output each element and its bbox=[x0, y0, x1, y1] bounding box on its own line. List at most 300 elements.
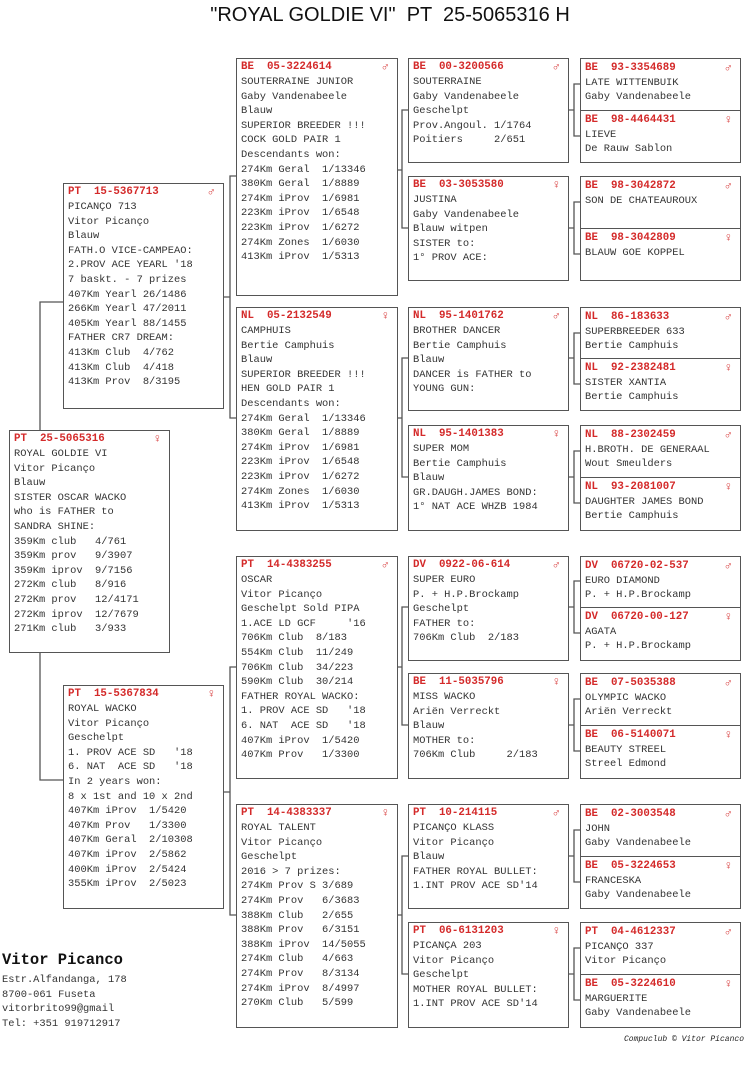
female-symbol-icon: ♀ bbox=[724, 113, 732, 127]
pigeon-card-g5-14[interactable] bbox=[580, 856, 741, 909]
ring-header bbox=[68, 185, 223, 200]
ring-number: 98-3042809 bbox=[610, 232, 676, 244]
pigeon-name: SON DE CHATEAUROUX bbox=[585, 195, 698, 207]
ring-header bbox=[585, 924, 740, 940]
pedigree-line: 413Km Club 4/418 bbox=[68, 361, 175, 374]
country-code: DV bbox=[585, 611, 598, 623]
breeder-name: Vitor Picanço bbox=[241, 588, 323, 601]
pedigree-line: 8 x 1st and 10 x 2nd bbox=[68, 790, 193, 803]
pigeon-card-g5-15[interactable] bbox=[580, 922, 741, 975]
pedigree-line: FATHER ROYAL WACKO: bbox=[241, 690, 360, 703]
breeder-name: Bertie Camphuis bbox=[241, 339, 335, 352]
pedigree-line: 706Km Club 2/183 bbox=[413, 749, 538, 762]
pedigree-line: 274Km Zones 1/6030 bbox=[241, 236, 360, 249]
country-code: PT bbox=[68, 688, 81, 700]
ring-header bbox=[585, 479, 740, 495]
breeder-name: Ariën Verreckt bbox=[585, 706, 673, 718]
pigeon-card-g5-11[interactable] bbox=[580, 673, 741, 726]
pigeon-name: CAMPHUIS bbox=[241, 325, 291, 337]
pedigree-line: 274Km iProv 1/6981 bbox=[241, 192, 360, 205]
pedigree-line: 1. PROV ACE SD '18 bbox=[68, 746, 193, 759]
male-symbol-icon: ♂ bbox=[552, 309, 560, 323]
country-code: BE bbox=[585, 232, 598, 244]
pedigree-line: 274Km Prov 6/3683 bbox=[241, 894, 360, 907]
pedigree-line: Blauw bbox=[413, 354, 445, 367]
country-code: NL bbox=[585, 429, 598, 441]
country-code: NL bbox=[413, 310, 426, 322]
pedigree-line: 270Km Club 5/599 bbox=[241, 997, 354, 1010]
pigeon-name: SISTER XANTIA bbox=[585, 377, 667, 389]
pigeon-card-sdd[interactable] bbox=[408, 425, 569, 531]
country-code: BE bbox=[413, 676, 426, 688]
breeder-name: P. + H.P.Brockamp bbox=[585, 589, 692, 601]
pedigree-line: Blauw bbox=[14, 477, 46, 490]
pedigree-line: Blauw bbox=[413, 851, 445, 864]
male-symbol-icon: ♂ bbox=[381, 60, 389, 74]
pigeon-name: BLAUW GOE KOPPEL bbox=[585, 247, 685, 259]
male-symbol-icon: ♂ bbox=[724, 179, 732, 193]
ring-number: 95-1401762 bbox=[438, 310, 504, 322]
pedigree-line: GR.DAUGH.JAMES BOND: bbox=[413, 486, 538, 499]
breeder-name: Gaby Vandenabeele bbox=[585, 91, 692, 103]
ring-header bbox=[585, 675, 740, 691]
pedigree-line: 223Km iProv 1/6272 bbox=[241, 221, 360, 234]
ring-header bbox=[413, 924, 568, 939]
ring-header bbox=[413, 309, 568, 324]
country-code: NL bbox=[241, 310, 254, 322]
pigeon-name: SOUTERRAINE bbox=[413, 76, 482, 88]
pedigree-line: Geschelpt bbox=[68, 732, 125, 745]
ring-header bbox=[241, 309, 397, 324]
pigeon-card-dsd[interactable] bbox=[408, 673, 569, 779]
female-symbol-icon: ♀ bbox=[381, 309, 389, 323]
pedigree-line: 388Km Club 2/655 bbox=[241, 909, 354, 922]
ring-number: 92-2382481 bbox=[610, 362, 676, 374]
country-code: BE bbox=[413, 179, 426, 191]
pigeon-name: LIEVE bbox=[585, 129, 617, 141]
pedigree-line: 405Km Yearl 88/1455 bbox=[68, 317, 187, 330]
pigeon-card-g5-16[interactable] bbox=[580, 974, 741, 1028]
ring-header bbox=[585, 309, 740, 325]
pedigree-line: 274Km iProv 8/4997 bbox=[241, 982, 360, 995]
pedigree-line: 706Km Club 34/223 bbox=[241, 661, 354, 674]
breeder-name: Vitor Picanço bbox=[241, 836, 323, 849]
ring-header bbox=[585, 727, 740, 743]
ring-number: 02-3003548 bbox=[610, 808, 676, 820]
pedigree-line: 274Km Club 4/663 bbox=[241, 953, 354, 966]
pedigree-line: 407Km iProv 2/5862 bbox=[68, 848, 187, 861]
ring-number: 86-183633 bbox=[610, 311, 670, 323]
pedigree-line: Geschelpt bbox=[413, 603, 470, 616]
pedigree-line: HEN GOLD PAIR 1 bbox=[241, 383, 335, 396]
breeder-contact bbox=[2, 951, 127, 1031]
pedigree-line: 413Km iProv 1/5313 bbox=[241, 251, 360, 264]
pedigree-line: 359Km club 4/761 bbox=[14, 535, 127, 548]
pigeon-card-g5-3[interactable] bbox=[580, 176, 741, 229]
ring-header bbox=[413, 558, 568, 573]
pedigree-line: 223Km iProv 1/6548 bbox=[241, 207, 360, 220]
breeder-name: Ariën Verreckt bbox=[413, 705, 501, 718]
pedigree-line: 6. NAT ACE SD '18 bbox=[68, 761, 193, 774]
pigeon-name: JOHN bbox=[585, 823, 610, 835]
ring-header bbox=[585, 858, 740, 874]
country-code: NL bbox=[585, 481, 598, 493]
pedigree-line: 266Km Yearl 47/2011 bbox=[68, 303, 187, 316]
pigeon-name: SOUTERRAINE JUNIOR bbox=[241, 76, 354, 88]
breeder-name: Vitor Picanço bbox=[585, 955, 667, 967]
pedigree-line: 272Km club 8/916 bbox=[14, 579, 127, 592]
ring-header bbox=[413, 178, 568, 193]
pedigree-line: 274Km iProv 1/6981 bbox=[241, 441, 360, 454]
pigeon-card-sss[interactable] bbox=[408, 58, 569, 163]
ring-header bbox=[14, 432, 169, 447]
female-symbol-icon: ♀ bbox=[552, 924, 560, 938]
pedigree-line: SISTER OSCAR WACKO bbox=[14, 491, 127, 504]
ring-number: 15-5367834 bbox=[93, 688, 159, 700]
pedigree-line: 272Km iprov 12/7679 bbox=[14, 608, 139, 621]
ring-number: 25-5065316 bbox=[39, 433, 105, 445]
pedigree-line: 274Km Geral 1/13346 bbox=[241, 412, 366, 425]
address-line: Estr.Alfandanga, 178 bbox=[2, 974, 127, 986]
pedigree-line: 706Km Club 2/183 bbox=[413, 632, 520, 645]
ring-number: 05-3224653 bbox=[610, 860, 676, 872]
pedigree-line: who is FATHER to bbox=[14, 506, 114, 519]
pedigree-line: 1° PROV ACE: bbox=[413, 252, 488, 265]
pigeon-name: PICANÇO 337 bbox=[585, 941, 654, 953]
pedigree-line: 1.ACE LD GCF '16 bbox=[241, 617, 366, 630]
ring-header bbox=[585, 60, 740, 76]
pedigree-line: 413Km Prov 8/3195 bbox=[68, 376, 181, 389]
breeder-name: Gaby Vandenabeele bbox=[413, 90, 520, 103]
country-code: BE bbox=[413, 61, 426, 73]
pedigree-line: 274Km Geral 1/13346 bbox=[241, 163, 366, 176]
pedigree-line: Blauw bbox=[241, 354, 273, 367]
pigeon-name: FRANCESKA bbox=[585, 875, 642, 887]
country-code: BE bbox=[585, 180, 598, 192]
pedigree-line: Geschelpt bbox=[241, 851, 298, 864]
ring-header bbox=[585, 976, 740, 992]
pigeon-card-ddd[interactable] bbox=[408, 922, 569, 1028]
pedigree-line: 223Km iProv 1/6272 bbox=[241, 470, 360, 483]
male-symbol-icon: ♂ bbox=[724, 428, 732, 442]
pigeon-card-g5-8[interactable] bbox=[580, 477, 741, 531]
country-code: BE bbox=[241, 61, 254, 73]
pedigree-line: FATH.O VICE-CAMPEAO: bbox=[68, 244, 193, 257]
pedigree-line: 590Km Club 30/214 bbox=[241, 676, 354, 689]
ring-header bbox=[241, 806, 397, 821]
ring-header bbox=[585, 360, 740, 376]
breeder-name: Vitor Picanço bbox=[14, 462, 96, 475]
ring-number: 06720-00-127 bbox=[610, 611, 689, 623]
pedigree-line: Prov.Angoul. 1/1764 bbox=[413, 119, 532, 132]
female-symbol-icon: ♀ bbox=[153, 432, 161, 446]
pedigree-line: YOUNG GUN: bbox=[413, 383, 476, 396]
breeder-name: Bertie Camphuis bbox=[413, 457, 507, 470]
pigeon-name: BROTHER DANCER bbox=[413, 325, 501, 337]
pedigree-line: 1.INT PROV ACE SD'14 bbox=[413, 880, 538, 893]
pigeon-card-g5-12[interactable] bbox=[580, 725, 741, 779]
female-symbol-icon: ♀ bbox=[724, 977, 732, 991]
country-code: DV bbox=[585, 560, 598, 572]
male-symbol-icon: ♂ bbox=[724, 559, 732, 573]
pigeon-card-g5-2[interactable] bbox=[580, 110, 741, 163]
breeder-name: De Rauw Sablon bbox=[585, 143, 673, 155]
male-symbol-icon: ♂ bbox=[724, 676, 732, 690]
ring-number: 06-6131203 bbox=[438, 925, 504, 937]
pedigree-line: SUPERIOR BREEDER !!! bbox=[241, 119, 366, 132]
female-symbol-icon: ♀ bbox=[724, 361, 732, 375]
ring-header bbox=[585, 806, 740, 822]
pigeon-name: SUPER MOM bbox=[413, 443, 470, 455]
male-symbol-icon: ♂ bbox=[552, 806, 560, 820]
pigeon-name: OLYMPIC WACKO bbox=[585, 692, 667, 704]
ring-number: 14-4383255 bbox=[266, 559, 332, 571]
pedigree-line: 6. NAT ACE SD '18 bbox=[241, 719, 366, 732]
pedigree-line: 2016 > 7 prizes: bbox=[241, 865, 341, 878]
pigeon-card-g5-10[interactable] bbox=[580, 607, 741, 661]
pedigree-line: FATHER to: bbox=[413, 617, 476, 630]
pedigree-line: FATHER ROYAL BULLET: bbox=[413, 865, 538, 878]
pigeon-card-sds[interactable] bbox=[408, 307, 569, 411]
pedigree-line: 407Km Geral 2/10308 bbox=[68, 834, 193, 847]
pigeon-card-g5-7[interactable] bbox=[580, 425, 741, 478]
pedigree-line: Blauw bbox=[413, 720, 445, 733]
breeder-name: Vitor Picanço bbox=[413, 836, 495, 849]
pigeon-card-g5-5[interactable] bbox=[580, 307, 741, 359]
pigeon-card-g5-13[interactable] bbox=[580, 804, 741, 857]
ring-number: 14-4383337 bbox=[266, 807, 332, 819]
female-symbol-icon: ♀ bbox=[552, 178, 560, 192]
pigeon-name: EURO DIAMOND bbox=[585, 575, 660, 587]
ring-number: 05-3224610 bbox=[610, 978, 676, 990]
pedigree-line: 413Km Club 4/762 bbox=[68, 346, 175, 359]
pedigree-line: Geschelpt bbox=[413, 969, 470, 982]
female-symbol-icon: ♀ bbox=[552, 675, 560, 689]
ring-number: 06720-02-537 bbox=[610, 560, 689, 572]
pedigree-line: FATHER CR7 DREAM: bbox=[68, 332, 175, 345]
software-credit: Compuclub © Vitor Picanco bbox=[623, 1035, 744, 1044]
country-code: PT bbox=[68, 186, 81, 198]
male-symbol-icon: ♂ bbox=[724, 807, 732, 821]
pedigree-line: SISTER to: bbox=[413, 237, 476, 250]
male-symbol-icon: ♂ bbox=[552, 558, 560, 572]
pedigree-line: 1° NAT ACE WHZB 1984 bbox=[413, 501, 538, 514]
ring-number: 00-3200566 bbox=[438, 61, 504, 73]
pedigree-line: 388Km Prov 6/3151 bbox=[241, 924, 360, 937]
breeder-name: Gaby Vandenabeele bbox=[241, 90, 348, 103]
ring-number: 05-2132549 bbox=[266, 310, 332, 322]
pigeon-name: AGATA bbox=[585, 626, 617, 638]
pigeon-card-subject[interactable] bbox=[9, 430, 170, 653]
pigeon-name: PICANÇA 203 bbox=[413, 940, 482, 952]
country-code: NL bbox=[585, 362, 598, 374]
ring-number: 98-3042872 bbox=[610, 180, 676, 192]
ring-number: 0922-06-614 bbox=[438, 559, 511, 571]
pigeon-name: MARGUERITE bbox=[585, 993, 648, 1005]
country-code: PT bbox=[241, 807, 254, 819]
pigeon-name: DAUGHTER JAMES BOND bbox=[585, 496, 704, 508]
pigeon-name: PICANÇO KLASS bbox=[413, 822, 495, 834]
pedigree-line: Blauw bbox=[68, 230, 100, 243]
country-code: PT bbox=[241, 559, 254, 571]
pedigree-line: SUPERIOR BREEDER !!! bbox=[241, 368, 366, 381]
ring-header bbox=[585, 609, 740, 625]
pedigree-line: 407Km Prov 1/3300 bbox=[241, 749, 360, 762]
breeder-name: P. + H.P.Brockamp bbox=[413, 588, 520, 601]
country-code: PT bbox=[585, 926, 598, 938]
female-symbol-icon: ♀ bbox=[724, 480, 732, 494]
ring-number: 15-5367713 bbox=[93, 186, 159, 198]
pedigree-line: MOTHER to: bbox=[413, 734, 476, 747]
ring-header bbox=[241, 558, 397, 573]
pedigree-line: 223Km iProv 1/6548 bbox=[241, 456, 360, 469]
pigeon-card-ss[interactable] bbox=[236, 58, 398, 296]
pedigree-line: Geschelpt bbox=[413, 105, 470, 118]
ring-number: 10-214115 bbox=[438, 807, 498, 819]
breeder-name: Gaby Vandenabeele bbox=[585, 837, 692, 849]
pedigree-line: Descendants won: bbox=[241, 148, 341, 161]
ring-header bbox=[585, 558, 740, 574]
pigeon-card-dam[interactable] bbox=[63, 685, 224, 909]
ring-header bbox=[413, 427, 568, 442]
phone-line: Tel: +351 919712917 bbox=[2, 1017, 121, 1030]
breeder-name: Bertie Camphuis bbox=[585, 510, 679, 522]
country-code: BE bbox=[585, 677, 598, 689]
country-code: BE bbox=[585, 62, 598, 74]
breeder-name: Gaby Vandenabeele bbox=[585, 1007, 692, 1019]
pedigree-line: 1. PROV ACE SD '18 bbox=[241, 705, 366, 718]
female-symbol-icon: ♀ bbox=[724, 859, 732, 873]
pedigree-line: Blauw bbox=[413, 472, 445, 485]
female-symbol-icon: ♀ bbox=[207, 687, 215, 701]
pigeon-card-dds[interactable] bbox=[408, 804, 569, 909]
country-code: NL bbox=[585, 311, 598, 323]
male-symbol-icon: ♂ bbox=[724, 61, 732, 75]
male-symbol-icon: ♂ bbox=[724, 925, 732, 939]
breeder-name: Vitor Picanço bbox=[68, 717, 150, 730]
pedigree-line: 359Km prov 9/3907 bbox=[14, 550, 133, 563]
ring-number: 98-4464431 bbox=[610, 114, 676, 126]
country-code: BE bbox=[585, 860, 598, 872]
pedigree-line: 407Km Prov 1/3300 bbox=[68, 819, 187, 832]
ring-number: 07-5035388 bbox=[610, 677, 676, 689]
pedigree-line: 274Km Zones 1/6030 bbox=[241, 485, 360, 498]
country-code: NL bbox=[413, 428, 426, 440]
breeder-name: Wout Smeulders bbox=[585, 458, 673, 470]
pedigree-line: 407Km iProv 1/5420 bbox=[241, 734, 360, 747]
pedigree-line: 271Km club 3/933 bbox=[14, 623, 127, 636]
male-symbol-icon: ♂ bbox=[207, 185, 215, 199]
pedigree-line: SANDRA SHINE: bbox=[14, 520, 96, 533]
pedigree-line: 272Km prov 12/4171 bbox=[14, 593, 139, 606]
pedigree-line: 2.PROV ACE YEARL '18 bbox=[68, 259, 193, 272]
pedigree-line: In 2 years won: bbox=[68, 775, 162, 788]
country-code: PT bbox=[14, 433, 27, 445]
address-line: 8700-061 Fuseta bbox=[2, 988, 96, 1001]
pigeon-card-g5-6[interactable] bbox=[580, 358, 741, 411]
pigeon-name: ROYAL GOLDIE VI bbox=[14, 448, 108, 460]
pedigree-line: 380Km Geral 1/8889 bbox=[241, 178, 360, 191]
ring-number: 93-2081007 bbox=[610, 481, 676, 493]
pigeon-name: LATE WITTENBUIK bbox=[585, 77, 679, 89]
ring-number: 93-3354689 bbox=[610, 62, 676, 74]
female-symbol-icon: ♀ bbox=[724, 231, 732, 245]
breeder-name: Bertie Camphuis bbox=[585, 340, 679, 352]
pigeon-name: ROYAL WACKO bbox=[68, 703, 137, 715]
male-symbol-icon: ♂ bbox=[552, 60, 560, 74]
ring-number: 03-3053580 bbox=[438, 179, 504, 191]
country-code: BE bbox=[585, 808, 598, 820]
pedigree-line: 359Km iprov 9/7156 bbox=[14, 564, 133, 577]
female-symbol-icon: ♀ bbox=[552, 427, 560, 441]
male-symbol-icon: ♂ bbox=[381, 558, 389, 572]
pedigree-line: Blauw bbox=[241, 105, 273, 118]
pigeon-card-sire[interactable] bbox=[63, 183, 224, 409]
pigeon-name: SUPER EURO bbox=[413, 574, 476, 586]
pigeon-name: MISS WACKO bbox=[413, 691, 476, 703]
pedigree-line: 407Km Yearl 26/1486 bbox=[68, 288, 187, 301]
ring-number: 06-5140071 bbox=[610, 729, 676, 741]
country-code: BE bbox=[585, 729, 598, 741]
breeder-name: P. + H.P.Brockamp bbox=[585, 640, 692, 652]
pigeon-name: PICANÇO 713 bbox=[68, 201, 137, 213]
breeder-name: Gaby Vandenabeele bbox=[585, 889, 692, 901]
pigeon-card-g5-9[interactable] bbox=[580, 556, 741, 608]
pedigree-line: DANCER is FATHER to bbox=[413, 368, 532, 381]
country-code: BE bbox=[585, 114, 598, 126]
ring-header bbox=[585, 112, 740, 128]
breeder-name: Bertie Camphuis bbox=[585, 391, 679, 403]
breeder-name: Vitor Picanço bbox=[413, 954, 495, 967]
pigeon-card-g5-4[interactable] bbox=[580, 228, 741, 281]
pedigree-line: 274Km Prov 8/3134 bbox=[241, 967, 360, 980]
pedigree-line: 7 baskt. - 7 prizes bbox=[68, 273, 187, 286]
ring-header bbox=[585, 427, 740, 443]
pigeon-name: ROYAL TALENT bbox=[241, 822, 316, 834]
pedigree-line: 380Km Geral 1/8889 bbox=[241, 427, 360, 440]
pedigree-line: COCK GOLD PAIR 1 bbox=[241, 134, 341, 147]
pigeon-card-ds[interactable] bbox=[236, 556, 398, 779]
pedigree-line: 407Km iProv 1/5420 bbox=[68, 805, 187, 818]
pigeon-card-g5-1[interactable] bbox=[580, 58, 741, 111]
pedigree-line: Geschelpt Sold PIPA bbox=[241, 603, 360, 616]
ring-number: 11-5035796 bbox=[438, 676, 504, 688]
pedigree-line: 274Km Prov S 3/689 bbox=[241, 880, 354, 893]
ring-header bbox=[413, 675, 568, 690]
pigeon-card-sd[interactable] bbox=[236, 307, 398, 531]
pigeon-card-ssd[interactable] bbox=[408, 176, 569, 281]
pedigree-line: 355Km iProv 2/5023 bbox=[68, 878, 187, 891]
pedigree-line: MOTHER ROYAL BULLET: bbox=[413, 983, 538, 996]
country-code: PT bbox=[413, 807, 426, 819]
female-symbol-icon: ♀ bbox=[724, 610, 732, 624]
pedigree-line: Descendants won: bbox=[241, 397, 341, 410]
pigeon-name: JUSTINA bbox=[413, 194, 457, 206]
page-title: "ROYAL GOLDIE VI" PT 25-5065316 H bbox=[210, 4, 570, 26]
ring-header bbox=[68, 687, 223, 702]
ring-header bbox=[413, 806, 568, 821]
pigeon-name: BEAUTY STREEL bbox=[585, 744, 667, 756]
ring-header bbox=[241, 60, 397, 75]
pedigree-line: 400Km iProv 2/5424 bbox=[68, 863, 187, 876]
female-symbol-icon: ♀ bbox=[381, 806, 389, 820]
pigeon-card-dss[interactable] bbox=[408, 556, 569, 661]
breeder-name: Vitor Picanco bbox=[2, 951, 123, 969]
pigeon-card-dd[interactable] bbox=[236, 804, 398, 1028]
ring-number: 95-1401383 bbox=[438, 428, 504, 440]
breeder-name: Bertie Camphuis bbox=[413, 339, 507, 352]
ring-number: 04-4612337 bbox=[610, 926, 676, 938]
